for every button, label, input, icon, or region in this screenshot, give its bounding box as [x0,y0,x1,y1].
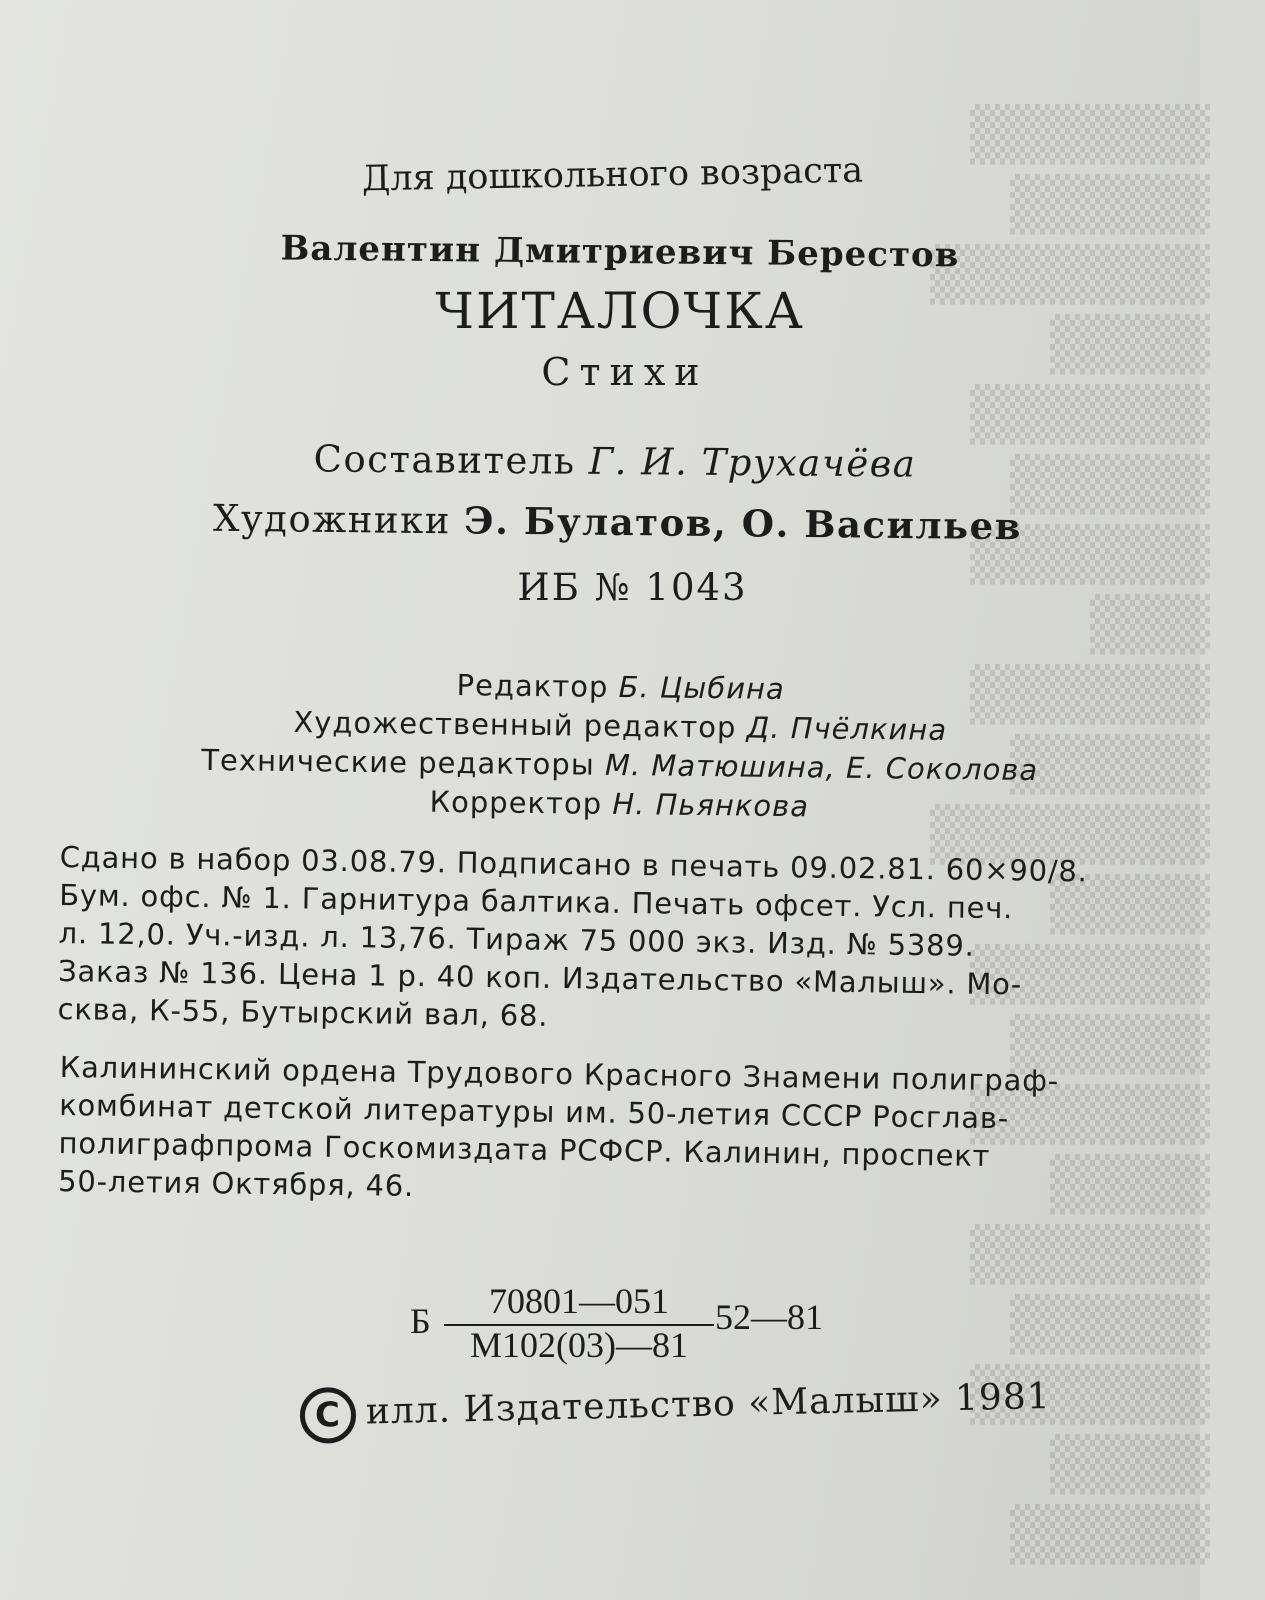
bleed-through-text: ▒▒▒▒▒▒ ▒▒▒▒▒ ▒▒▒▒▒▒▒ ▒▒▒▒ ▒▒▒▒▒▒ ▒▒▒▒▒ ▒▒▒▒▒▒ ▒▒▒ ▒▒▒▒▒▒ ▒▒▒▒▒ ▒▒▒▒▒▒▒ ▒▒▒▒ ▒▒▒▒▒▒ ▒▒▒▒▒ ▒▒▒▒▒▒ ▒▒▒▒ ▒▒▒▒▒▒ ▒▒▒▒▒ ▒▒▒▒▒▒ ▒▒▒▒ ▒▒▒▒▒ [930,105,1210,1565]
imprint-line: Заказ № 136. Цена 1 р. 40 коп. Издательство «Малыш». Мо- [57,953,1023,1002]
compiler-label: Составитель [313,437,589,483]
imprint-line: Бум. офс. № 1. Гарнитура балтика. Печать офсет. Усл. печ. [58,877,1014,926]
credit-role: Редактор [456,668,619,704]
credit-name: Б. Цыбина [618,669,785,707]
book-genre: Стихи [541,350,709,394]
printer-line: полиграфпрома Госкомиздата РСФСР. Калинин, проспект [58,1125,991,1173]
artists-names: Э. Булатов, О. Васильев [463,498,1023,549]
printer-info [58,1048,1160,1215]
imprint-line: сква, К-55, Бутырский вал, 68. [57,991,549,1033]
credits-block [0,660,1241,831]
classification-numerator: 70801—051 [444,1280,714,1326]
audience-label: Для дошкольного возраста [361,150,864,200]
artists-label: Художники [212,496,465,543]
credit-role: Художественный редактор [293,705,747,745]
book-title: ЧИТАЛОЧКА [435,282,805,340]
printer-line: Калининский ордена Трудового Красного Знамени полиграф- [59,1049,1060,1098]
imprint-line: Сдано в набор 03.08.79. Подписано в печать 09.02.81. 60×90/8. [59,839,1088,889]
imprint-line: л. 12,0. Уч.-изд. л. 13,76. Тираж 75 000 экз. Изд. № 5389. [58,915,975,963]
publication-imprint [57,838,1160,1043]
copyright-line [299,1371,1051,1444]
credit-role: Корректор [429,784,613,821]
credit-role: Технические редакторы [201,742,606,782]
classification-denominator: М102(03)—81 [470,1325,688,1365]
classification-suffix: 52—81 [715,1297,823,1337]
classification-letter: Б [410,1301,431,1341]
printer-line: 50-летия Октября, 46. [57,1163,415,1203]
ib-number: ИБ № 1043 [517,566,748,609]
copyright-text: илл. Издательство «Малыш» 1981 [365,1375,1052,1433]
printer-line: комбинат детской литературы им. 50-летия СССР Росглав- [58,1087,1010,1136]
credit-name: Н. Пьянкова [612,786,810,824]
compiler-name: Г. И. Трухачёва [588,439,917,486]
author-name: Валентин Дмитриевич Берестов [280,228,960,276]
credit-name: Д. Пчёлкина [746,710,948,747]
copyright-icon: C [299,1387,356,1444]
credit-name: М. Матюшина, Е. Соколова [604,747,1039,788]
